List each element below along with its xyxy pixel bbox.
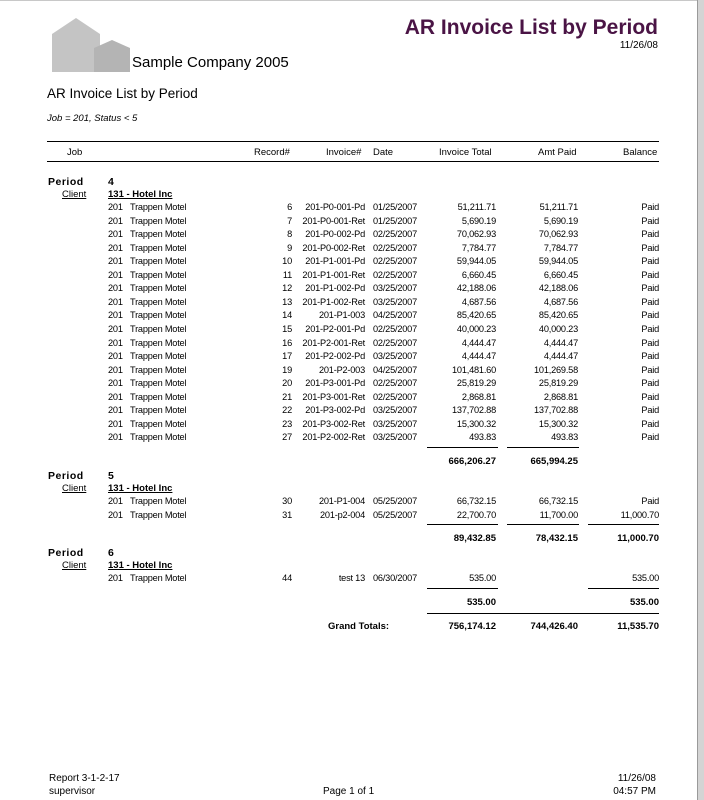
- row-job-name: Trappen Motel: [130, 229, 187, 240]
- grand-amt-paid: 744,426.40: [530, 621, 578, 632]
- row-job: 201: [108, 242, 123, 253]
- row-record: 10: [282, 256, 292, 267]
- row-invoice: 201-P1-002-Ret: [302, 296, 365, 307]
- row-invoice: 201-P1-001-Ret: [302, 269, 365, 280]
- row-job-name: Trappen Motel: [130, 391, 187, 402]
- row-record: 23: [282, 418, 292, 429]
- row-invoice-total: 59,944.05: [456, 256, 496, 267]
- grand-invoice-total: 756,174.12: [448, 621, 496, 632]
- row-invoice: 201-P1-004: [318, 496, 365, 506]
- row-date: 02/25/2007: [373, 337, 417, 348]
- row-amt-paid: 4,444.47: [543, 351, 578, 362]
- subtotal-rule-total: [427, 588, 498, 589]
- footer-report-id: Report 3-1-2-17: [49, 773, 120, 784]
- row-amt-paid: 4,687.56: [543, 296, 578, 307]
- row-job: 201: [108, 229, 123, 240]
- row-amt-paid: 40,000.23: [538, 323, 578, 334]
- row-job: 201: [108, 364, 123, 375]
- row-date: 02/25/2007: [373, 242, 417, 253]
- subtotal-balance: 11,000.70: [617, 533, 659, 545]
- row-invoice-total: 40,000.23: [456, 323, 496, 334]
- col-job: Job: [67, 147, 83, 158]
- row-invoice-total: 25,819.29: [456, 378, 496, 389]
- row-job: 201: [108, 378, 123, 389]
- row-date: 05/25/2007: [373, 496, 417, 506]
- row-record: 12: [282, 283, 292, 294]
- row-balance: Paid: [641, 323, 659, 334]
- row-invoice-total: 4,444.47: [461, 337, 496, 348]
- row-record: 19: [282, 364, 292, 375]
- row-invoice-total: 4,444.47: [461, 351, 496, 362]
- col-record: Record#: [254, 147, 290, 158]
- row-job: 201: [108, 323, 123, 334]
- row-record: 22: [282, 405, 292, 416]
- report-filter: Job = 201, Status < 5: [47, 113, 138, 124]
- row-invoice: 201-P3-001-Ret: [302, 391, 365, 402]
- row-invoice-total: 6,660.45: [461, 269, 496, 280]
- row-balance: Paid: [641, 337, 659, 348]
- row-job: 201: [108, 509, 123, 520]
- company-logo-icon: [50, 18, 132, 72]
- row-job-name: Trappen Motel: [130, 337, 187, 348]
- row-balance: Paid: [641, 269, 659, 280]
- row-job-name: Trappen Motel: [130, 432, 187, 443]
- row-job-name: Trappen Motel: [130, 215, 187, 226]
- row-date: 04/25/2007: [373, 310, 417, 321]
- row-balance: Paid: [641, 256, 659, 267]
- row-date: 03/25/2007: [373, 405, 417, 416]
- row-date: 04/25/2007: [373, 364, 417, 375]
- client-name: 131 - Hotel Inc: [108, 189, 173, 200]
- row-balance: Paid: [641, 364, 659, 375]
- row-date: 01/25/2007: [373, 202, 417, 212]
- row-date: 02/25/2007: [373, 391, 417, 402]
- row-record: 11: [282, 269, 292, 280]
- row-job: 201: [108, 310, 123, 321]
- footer-page: Page 1 of 1: [323, 786, 375, 797]
- header-print-date: 11/26/08: [619, 40, 658, 51]
- row-job-name: Trappen Motel: [130, 364, 187, 375]
- row-invoice: 201-P3-002-Ret: [302, 418, 365, 429]
- client-label: Client: [62, 483, 87, 494]
- row-balance: Paid: [641, 432, 659, 443]
- subtotal-rule-balance: [588, 524, 659, 525]
- row-balance: Paid: [641, 242, 659, 253]
- row-amt-paid: 11,700.00: [539, 509, 578, 520]
- row-record: 8: [287, 229, 292, 240]
- subtotal-balance: 535.00: [629, 596, 659, 608]
- row-date: 03/25/2007: [373, 283, 417, 294]
- subtotal-invoice-total: 535.00: [466, 596, 496, 608]
- row-amt-paid: 42,188.06: [538, 283, 578, 294]
- window-top-border: [0, 0, 704, 1]
- row-invoice-total: 101,481.60: [452, 364, 496, 375]
- subtotal-invoice-total: 89,432.85: [453, 533, 496, 545]
- footer-date: 11/26/08: [617, 773, 656, 784]
- row-balance: Paid: [641, 310, 659, 321]
- row-invoice: 201-P2-002-Ret: [302, 432, 365, 443]
- row-balance: Paid: [641, 496, 659, 506]
- row-invoice-total: 70,062.93: [456, 229, 496, 240]
- row-job: 201: [108, 351, 123, 362]
- row-job-name: Trappen Motel: [130, 283, 187, 294]
- row-invoice: 201-P2-001-Pd: [305, 323, 365, 334]
- row-record: 20: [282, 378, 292, 389]
- row-job-name: Trappen Motel: [130, 573, 187, 583]
- row-invoice-total: 15,300.32: [456, 418, 496, 429]
- row-amt-paid: 101,269.58: [534, 364, 578, 375]
- row-record: 13: [282, 296, 292, 307]
- row-balance: Paid: [641, 418, 659, 429]
- row-amt-paid: 85,420.65: [538, 310, 578, 321]
- row-balance: Paid: [641, 378, 659, 389]
- row-invoice: 201-P3-001-Pd: [305, 378, 365, 389]
- row-invoice: 201-p2-004: [320, 509, 365, 520]
- period-number: 5: [108, 470, 115, 482]
- period-label: Period: [48, 176, 84, 188]
- row-invoice: 201-P3-002-Pd: [305, 405, 365, 416]
- row-invoice: 201-P0-001-Pd: [305, 202, 365, 212]
- subtotal-rule-total: [427, 524, 498, 525]
- row-date: 02/25/2007: [373, 378, 417, 389]
- col-balance: Balance: [623, 147, 658, 158]
- subtotal-amt-paid: 78,432.15: [535, 533, 578, 545]
- report-subtitle: AR Invoice List by Period: [47, 86, 198, 101]
- row-record: 17: [282, 351, 292, 362]
- row-amt-paid: 6,660.45: [543, 269, 578, 280]
- row-amt-paid: 4,444.47: [543, 337, 578, 348]
- row-amt-paid: 7,784.77: [543, 242, 578, 253]
- period-label: Period: [48, 470, 84, 482]
- client-label: Client: [62, 189, 87, 200]
- row-amt-paid: 15,300.32: [538, 418, 578, 429]
- row-job-name: Trappen Motel: [130, 496, 187, 506]
- footer-user: supervisor: [49, 786, 96, 797]
- row-invoice: 201-P0-002-Pd: [305, 229, 365, 240]
- row-job: 201: [108, 283, 123, 294]
- row-date: 03/25/2007: [373, 296, 417, 307]
- row-amt-paid: 137,702.88: [534, 405, 578, 416]
- subtotal-rule-paid: [507, 447, 579, 448]
- row-date: 01/25/2007: [373, 215, 417, 226]
- row-date: 03/25/2007: [373, 418, 417, 429]
- row-invoice-total: 66,732.15: [456, 496, 496, 506]
- row-date: 06/30/2007: [373, 573, 417, 583]
- row-amt-paid: 70,062.93: [538, 229, 578, 240]
- client-name: 131 - Hotel Inc: [108, 560, 173, 571]
- header-rule-bottom: [47, 161, 659, 162]
- row-record: 6: [287, 202, 292, 212]
- grand-total-rule: [427, 613, 659, 614]
- row-balance: Paid: [641, 391, 659, 402]
- row-invoice: 201-P2-002-Pd: [305, 351, 365, 362]
- row-job: 201: [108, 215, 123, 226]
- row-amt-paid: 51,211.71: [539, 202, 578, 212]
- row-amt-paid: 493.83: [551, 432, 578, 443]
- row-invoice-total: 137,702.88: [452, 405, 496, 416]
- grand-balance: 11,535.70: [617, 621, 659, 632]
- row-invoice-total: 2,868.81: [461, 391, 496, 402]
- row-amt-paid: 66,732.15: [538, 496, 578, 506]
- row-invoice: 201-P0-002-Ret: [302, 242, 365, 253]
- row-job: 201: [108, 296, 123, 307]
- row-amt-paid: 5,690.19: [543, 215, 578, 226]
- row-job: 201: [108, 496, 123, 506]
- footer-time: 04:57 PM: [613, 786, 656, 797]
- row-invoice-total: 51,211.71: [457, 202, 496, 212]
- report-title: AR Invoice List by Period: [404, 16, 658, 39]
- company-name: Sample Company 2005: [132, 54, 289, 71]
- row-invoice: 201-P1-001-Pd: [305, 256, 365, 267]
- row-balance: Paid: [641, 202, 659, 212]
- row-job-name: Trappen Motel: [130, 323, 187, 334]
- row-record: 21: [282, 391, 292, 402]
- row-invoice-total: 535.00: [469, 573, 496, 583]
- row-balance: 11,000.70: [620, 509, 659, 520]
- row-invoice-total: 42,188.06: [456, 283, 496, 294]
- row-job: 201: [108, 202, 123, 212]
- row-job-name: Trappen Motel: [130, 269, 187, 280]
- row-job-name: Trappen Motel: [130, 378, 187, 389]
- row-amt-paid: 2,868.81: [543, 391, 578, 402]
- row-job: 201: [108, 337, 123, 348]
- col-invoice-total: Invoice Total: [439, 147, 492, 158]
- row-record: 31: [282, 509, 292, 520]
- row-balance: Paid: [641, 405, 659, 416]
- row-job-name: Trappen Motel: [130, 405, 187, 416]
- row-job-name: Trappen Motel: [130, 310, 187, 321]
- col-amt-paid: Amt Paid: [538, 147, 577, 158]
- subtotal-amt-paid: 665,994.25: [530, 455, 578, 467]
- row-record: 14: [282, 310, 292, 321]
- row-balance: Paid: [641, 283, 659, 294]
- row-record: 44: [282, 573, 292, 583]
- row-job-name: Trappen Motel: [130, 418, 187, 429]
- client-name: 131 - Hotel Inc: [108, 483, 173, 494]
- period-number: 4: [108, 176, 115, 188]
- row-invoice: test 13: [338, 573, 365, 583]
- subtotal-rule-total: [427, 447, 498, 448]
- row-invoice-total: 85,420.65: [456, 310, 496, 321]
- row-job: 201: [108, 256, 123, 267]
- period-number: 6: [108, 547, 115, 559]
- row-job-name: Trappen Motel: [130, 202, 187, 212]
- row-job-name: Trappen Motel: [130, 242, 187, 253]
- row-balance: Paid: [641, 296, 659, 307]
- header-rule-top: [47, 141, 659, 142]
- row-job-name: Trappen Motel: [130, 509, 187, 520]
- row-job: 201: [108, 269, 123, 280]
- row-invoice-total: 7,784.77: [461, 242, 496, 253]
- row-amt-paid: 25,819.29: [538, 378, 578, 389]
- row-invoice-total: 5,690.19: [461, 215, 496, 226]
- row-balance: Paid: [641, 351, 659, 362]
- row-invoice: 201-P1-003: [318, 310, 365, 321]
- row-record: 27: [282, 432, 292, 443]
- row-invoice: 201-P0-001-Ret: [302, 215, 365, 226]
- period-label: Period: [48, 547, 84, 559]
- row-invoice-total: 22,700.70: [456, 509, 496, 520]
- col-date: Date: [373, 147, 394, 158]
- row-balance: Paid: [641, 229, 659, 240]
- row-record: 15: [282, 323, 292, 334]
- subtotal-rule-balance: [588, 588, 659, 589]
- subtotal-invoice-total: 666,206.27: [448, 455, 496, 467]
- row-date: 02/25/2007: [373, 229, 417, 240]
- row-amt-paid: 59,944.05: [538, 256, 578, 267]
- row-job-name: Trappen Motel: [130, 296, 187, 307]
- row-job: 201: [108, 432, 123, 443]
- window-scrollbar-edge[interactable]: [697, 0, 704, 800]
- row-job: 201: [108, 391, 123, 402]
- row-job: 201: [108, 573, 123, 583]
- row-job: 201: [108, 405, 123, 416]
- row-job-name: Trappen Motel: [130, 256, 187, 267]
- row-invoice: 201-P2-001-Ret: [302, 337, 365, 348]
- row-date: 02/25/2007: [373, 323, 417, 334]
- row-balance: Paid: [641, 215, 659, 226]
- row-record: 30: [282, 496, 292, 506]
- row-record: 16: [282, 337, 292, 348]
- col-invoice: Invoice#: [326, 147, 362, 158]
- row-balance: 535.00: [632, 573, 659, 583]
- row-date: 03/25/2007: [373, 351, 417, 362]
- row-invoice-total: 4,687.56: [461, 296, 496, 307]
- client-label: Client: [62, 560, 87, 571]
- row-record: 9: [287, 242, 292, 253]
- subtotal-rule-paid: [507, 524, 579, 525]
- row-date: 02/25/2007: [373, 256, 417, 267]
- row-invoice: 201-P2-003: [318, 364, 365, 375]
- row-date: 02/25/2007: [373, 269, 417, 280]
- row-record: 7: [287, 215, 292, 226]
- row-date: 03/25/2007: [373, 432, 417, 443]
- row-job-name: Trappen Motel: [130, 351, 187, 362]
- row-date: 05/25/2007: [373, 509, 417, 520]
- row-job: 201: [108, 418, 123, 429]
- row-invoice-total: 493.83: [469, 432, 496, 443]
- grand-totals-label: Grand Totals:: [328, 621, 390, 632]
- row-invoice: 201-P1-002-Pd: [305, 283, 365, 294]
